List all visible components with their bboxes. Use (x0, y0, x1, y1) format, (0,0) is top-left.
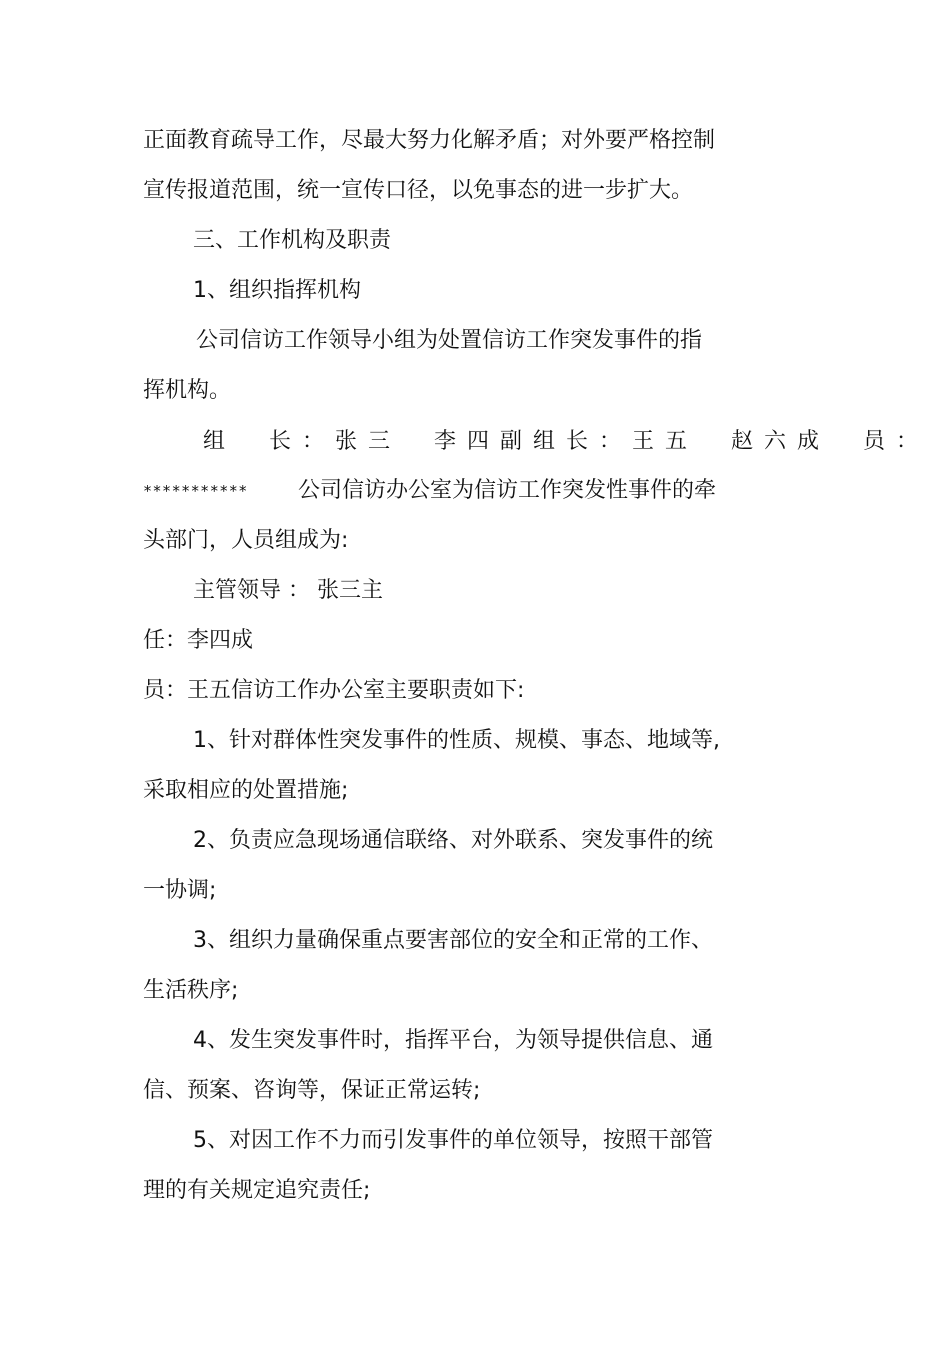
duty-item: 3、组织力量确保重点要害部位的安全和正常的工作、 (193, 928, 713, 953)
paragraph-line: 任：李四成 (143, 628, 254, 653)
redacted-members: *********** (143, 482, 248, 500)
subsection-heading: 1、组织指挥机构 (193, 278, 361, 303)
paragraph-line: 员：王五信访工作办公室主要职责如下: (143, 678, 525, 703)
duty-item-continuation: 理的有关规定追究责任; (143, 1178, 371, 1203)
duty-item: 4、发生突发事件时，指挥平台，为领导提供信息、通 (193, 1028, 713, 1053)
paragraph-line: 头部门，人员组成为: (143, 528, 349, 553)
paragraph-line: 公司信访工作领导小组为处置信访工作突发事件的指 (196, 328, 703, 353)
paragraph-line: 正面教育疏导工作，尽最大努力化解矛盾；对外要严格控制 (143, 128, 716, 153)
duty-item: 1、针对群体性突发事件的性质、规模、事态、地域等, (193, 728, 720, 753)
paragraph-line: 宣传报道范围，统一宣传口径，以免事态的进一步扩大。 (143, 178, 694, 203)
paragraph-line: 公司信访办公室为信访工作突发性事件的牵 (298, 478, 717, 503)
paragraph-line: 挥机构。 (143, 378, 232, 403)
duty-item-continuation: 采取相应的处置措施; (143, 778, 349, 803)
member-roster-line: 组 长：张三 李四副组长：王五 赵六成 员： (203, 429, 930, 454)
duty-item: 2、负责应急现场通信联络、对外联系、突发事件的统 (193, 828, 713, 853)
paragraph-line: 主管领导 ： 张三主 (193, 578, 383, 603)
duty-item: 5、对因工作不力而引发事件的单位领导，按照干部管 (193, 1128, 713, 1153)
duty-item-continuation: 一协调; (143, 878, 217, 903)
section-heading: 三、工作机构及职责 (193, 228, 392, 253)
duty-item-continuation: 信、预案、咨询等，保证正常运转; (143, 1078, 481, 1103)
duty-item-continuation: 生活秩序; (143, 978, 239, 1003)
